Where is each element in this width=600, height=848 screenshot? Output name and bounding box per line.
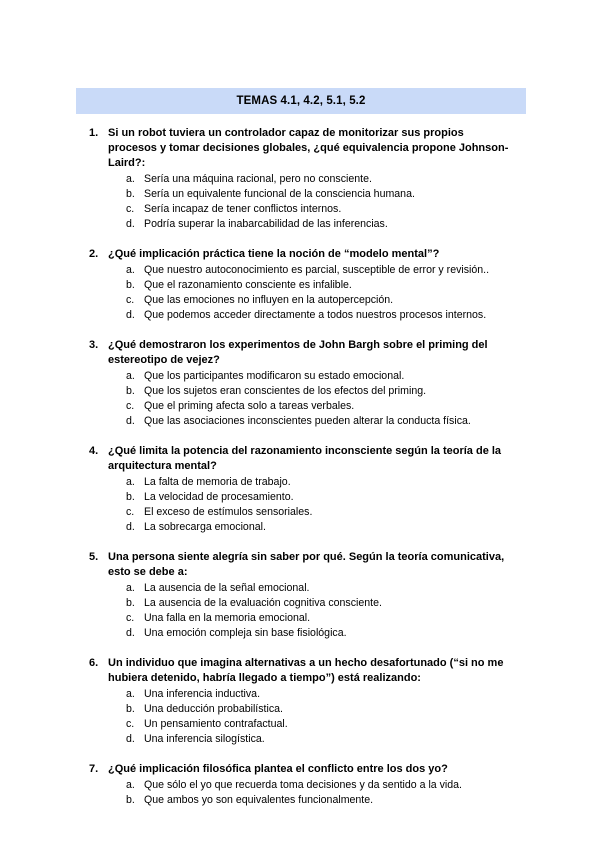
option-letter: d. (126, 521, 135, 533)
question-number: 7. (89, 763, 99, 775)
topics-title: TEMAS 4.1, 4.2, 5.1, 5.2 (236, 95, 366, 107)
question-number: 5. (89, 551, 99, 563)
question-list (0, 126, 600, 823)
question-item (0, 550, 600, 641)
answer-option (0, 505, 600, 520)
option-text: Una emoción compleja sin base fisiológica. (144, 627, 347, 639)
option-list (0, 687, 600, 747)
option-text: Que los sujetos eran conscientes de los efectos del priming. (144, 385, 427, 397)
question-stem (0, 762, 600, 777)
answer-option (0, 687, 600, 702)
option-letter: a. (126, 370, 135, 382)
option-letter: c. (126, 718, 135, 730)
option-letter: d. (126, 309, 135, 321)
option-text: Que sólo el yo que recuerda toma decisiones y da sentido a la vida. (144, 779, 463, 791)
option-text: Que el razonamiento consciente es infalible. (144, 279, 352, 291)
question-number: 6. (89, 657, 99, 669)
option-letter: d. (126, 218, 135, 230)
option-list (0, 778, 600, 808)
option-letter: a. (126, 173, 135, 185)
answer-option (0, 414, 600, 429)
answer-option (0, 490, 600, 505)
question-stem (0, 338, 600, 368)
answer-option (0, 217, 600, 232)
option-text: Que las asociaciones inconscientes pueden alterar la conducta física. (144, 415, 471, 427)
option-text: La falta de memoria de trabajo. (144, 476, 291, 488)
option-text: La ausencia de la evaluación cognitiva consciente. (144, 597, 382, 609)
answer-option (0, 399, 600, 414)
option-letter: d. (126, 415, 135, 427)
question-text: Un individuo que imagina alternativas a un hecho desafortunado (“si no me hubiera detenido, habría llegado a tiempo”) está realizando: (108, 657, 504, 684)
option-text: La velocidad de procesamiento. (144, 491, 294, 503)
answer-option (0, 308, 600, 323)
option-letter: b. (126, 703, 135, 715)
option-letter: b. (126, 597, 135, 609)
question-number: 4. (89, 445, 99, 457)
option-text: Que ambos yo son equivalentes funcionalmente. (144, 794, 374, 806)
answer-option (0, 793, 600, 808)
question-item (0, 444, 600, 535)
answer-option (0, 702, 600, 717)
option-text: Una inferencia silogística. (144, 733, 265, 745)
answer-option (0, 475, 600, 490)
option-text: Podría superar la inabarcabilidad de las inferencias. (144, 218, 388, 230)
option-text: Que las emociones no influyen en la autopercepción. (144, 294, 394, 306)
question-item (0, 338, 600, 429)
answer-option (0, 611, 600, 626)
option-letter: a. (126, 264, 135, 276)
answer-option (0, 581, 600, 596)
option-letter: a. (126, 688, 135, 700)
option-text: La ausencia de la señal emocional. (144, 582, 310, 594)
answer-option (0, 596, 600, 611)
option-letter: b. (126, 794, 135, 806)
question-text: ¿Qué implicación filosófica plantea el conflicto entre los dos yo? (108, 763, 448, 775)
option-text: Un pensamiento contrafactual. (144, 718, 288, 730)
option-letter: c. (126, 506, 135, 518)
option-letter: c. (126, 612, 135, 624)
option-letter: a. (126, 582, 135, 594)
answer-option (0, 202, 600, 217)
answer-option (0, 278, 600, 293)
option-list (0, 369, 600, 429)
question-text: ¿Qué demostraron los experimentos de John Bargh sobre el priming del estereotipo de vejez? (108, 339, 488, 366)
option-text: Una inferencia inductiva. (144, 688, 261, 700)
question-stem (0, 126, 600, 171)
answer-option (0, 384, 600, 399)
option-letter: b. (126, 385, 135, 397)
option-letter: b. (126, 491, 135, 503)
topics-header (76, 88, 526, 114)
option-letter: d. (126, 733, 135, 745)
option-letter: c. (126, 400, 135, 412)
question-stem (0, 550, 600, 580)
option-text: Sería una máquina racional, pero no consciente. (144, 173, 372, 185)
answer-option (0, 293, 600, 308)
option-letter: c. (126, 294, 135, 306)
question-number: 2. (89, 248, 99, 260)
option-text: Una falla en la memoria emocional. (144, 612, 311, 624)
answer-option (0, 172, 600, 187)
question-text: ¿Qué implicación práctica tiene la noción de “modelo mental”? (108, 248, 440, 260)
question-number: 1. (89, 127, 99, 139)
option-letter: b. (126, 188, 135, 200)
option-list (0, 172, 600, 232)
answer-option (0, 626, 600, 641)
question-item (0, 656, 600, 747)
question-item (0, 762, 600, 808)
answer-option (0, 778, 600, 793)
option-text: El exceso de estímulos sensoriales. (144, 506, 313, 518)
option-letter: d. (126, 627, 135, 639)
answer-option (0, 187, 600, 202)
question-text: ¿Qué limita la potencia del razonamiento inconsciente según la teoría de la arquitectura mental? (108, 445, 502, 472)
question-item (0, 247, 600, 323)
answer-option (0, 520, 600, 535)
option-text: Que podemos acceder directamente a todos nuestros procesos internos. (144, 309, 487, 321)
option-text: Sería incapaz de tener conflictos internos. (144, 203, 342, 215)
question-text: Una persona siente alegría sin saber por qué. Según la teoría comunicativa, esto se debe a: (108, 551, 505, 578)
answer-option (0, 717, 600, 732)
option-text: Que los participantes modificaron su estado emocional. (144, 370, 405, 382)
question-stem (0, 444, 600, 474)
option-list (0, 581, 600, 641)
option-letter: a. (126, 779, 135, 791)
option-letter: b. (126, 279, 135, 291)
option-text: La sobrecarga emocional. (144, 521, 266, 533)
answer-option (0, 263, 600, 278)
option-list (0, 263, 600, 323)
question-item (0, 126, 600, 232)
question-number: 3. (89, 339, 99, 351)
question-stem (0, 656, 600, 686)
question-text: Si un robot tuviera un controlador capaz de monitorizar sus propios procesos y tomar decisiones globales, ¿qué equivalencia propone Johnson-Laird?: (108, 127, 509, 169)
answer-option (0, 732, 600, 747)
option-letter: a. (126, 476, 135, 488)
option-text: Una deducción probabilística. (144, 703, 283, 715)
question-stem (0, 247, 600, 262)
answer-option (0, 369, 600, 384)
option-letter: c. (126, 203, 135, 215)
option-text: Que el priming afecta solo a tareas verbales. (144, 400, 355, 412)
option-text: Que nuestro autoconocimiento es parcial, susceptible de error y revisión.. (144, 264, 490, 276)
option-text: Sería un equivalente funcional de la consciencia humana. (144, 188, 415, 200)
option-list (0, 475, 600, 535)
